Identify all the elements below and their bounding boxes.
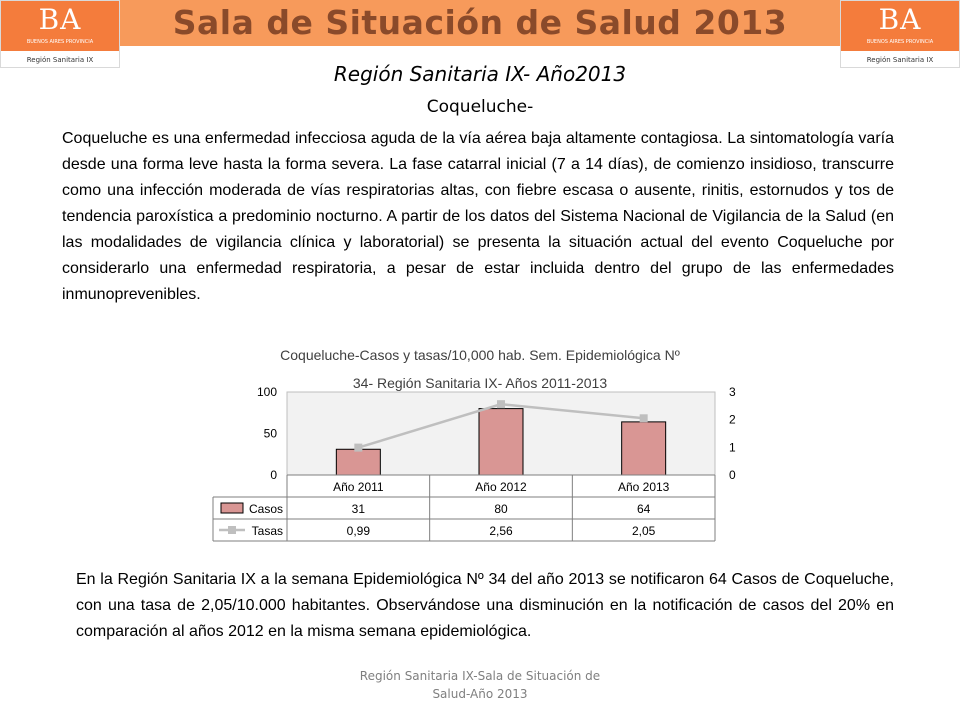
intro-paragraph: Coqueluche es una enfermedad infecciosa aguda de la vía aérea baja altamente contagiosa. La sintomatología varía desde una forma leve hasta la forma severa. La fase catarral inicial (7 a 14 días), de comienzo insidioso, transcurre como una infección moderada de vías respiratorias altas, con fiebre escasa o ausente, rinitis, estornudos y tos de tendencia paroxística a predominio nocturno. A partir de los datos del Sistema Nacional de Vigilancia de la Salud (en las modalidades de vigilancia clínica y laboratorial) se presenta la situación actual del evento Coqueluche por considerarlo una enfermedad respiratoria, a pesar de estar incluida dentro del grupo de las enfermedades inmunoprevenibles.: [62, 130, 894, 303]
chart-title: 34- Región Sanitaria IX- Años 2011-2013: [352, 375, 608, 391]
region-subtitle: Región Sanitaria IX- Año2013: [333, 62, 627, 86]
cases-rates-chart: [205, 340, 755, 558]
table-cell-tasas: 2,56: [489, 524, 513, 538]
point-tasas: [497, 400, 505, 408]
point-tasas: [354, 444, 362, 452]
footer: [350, 667, 610, 703]
right-axis-tick-label: 0: [729, 468, 736, 482]
bar-casos: [479, 409, 523, 475]
ba-logo-right: [840, 0, 960, 68]
legend-key-casos: [221, 503, 243, 513]
table-cell-casos: 31: [351, 502, 366, 516]
legend-label: Casos: [248, 502, 283, 516]
right-axis-tick-label: 3: [729, 385, 736, 399]
right-axis-tick-label: 2: [729, 412, 736, 427]
logo-province: BUENOS AIRES PROVINCIA: [26, 39, 94, 45]
chart-title: Coqueluche-Casos y tasas/10,000 hab. Sem. Epidemiológica Nº: [280, 347, 680, 363]
bar-casos: [622, 422, 666, 475]
logo-region: Región Sanitaria IX: [866, 56, 934, 64]
point-tasas: [640, 414, 648, 422]
category-label: Año 2011: [333, 480, 384, 494]
logo-text: BA: [38, 3, 82, 36]
right-axis-tick-label: 1: [729, 440, 736, 455]
section-title: Coqueluche-: [426, 97, 534, 117]
page-title: Sala de Situación de Salud 2013: [172, 3, 788, 42]
category-label: Año 2012: [475, 480, 527, 494]
logo-text: BA: [878, 3, 922, 36]
legend-key-tasas-marker: [228, 526, 236, 534]
table-cell-casos: 80: [494, 502, 508, 516]
footer-line: Región Sanitaria IX-Sala de Situación de: [359, 669, 601, 683]
conclusion-paragraph: En la Región Sanitaria IX a la semana Epidemiológica Nº 34 del año 2013 se notificaron 64 Casos de Coqueluche, con una tasa de 2,05/10.000 habitantes. Observándose una disminución en la notificación de casos del 20% en comparación al años 2012 en la misma semana epidemiológica.: [76, 571, 894, 640]
legend-label: Tasas: [251, 524, 283, 538]
logo-province: BUENOS AIRES PROVINCIA: [866, 39, 934, 45]
ba-logo-left: [0, 0, 120, 68]
category-label: Año 2013: [617, 480, 670, 494]
table-cell-tasas: 0,99: [346, 524, 371, 538]
footer-line: Salud-Año 2013: [432, 687, 528, 701]
left-axis-tick-label: 100: [256, 385, 277, 399]
left-axis-tick-label: 50: [263, 426, 277, 441]
table-cell-casos: 64: [636, 502, 651, 516]
left-axis-tick-label: 0: [270, 468, 277, 482]
logo-region: Región Sanitaria IX: [26, 56, 94, 64]
bar-casos: [336, 449, 380, 475]
table-cell-tasas: 2,05: [631, 524, 656, 538]
